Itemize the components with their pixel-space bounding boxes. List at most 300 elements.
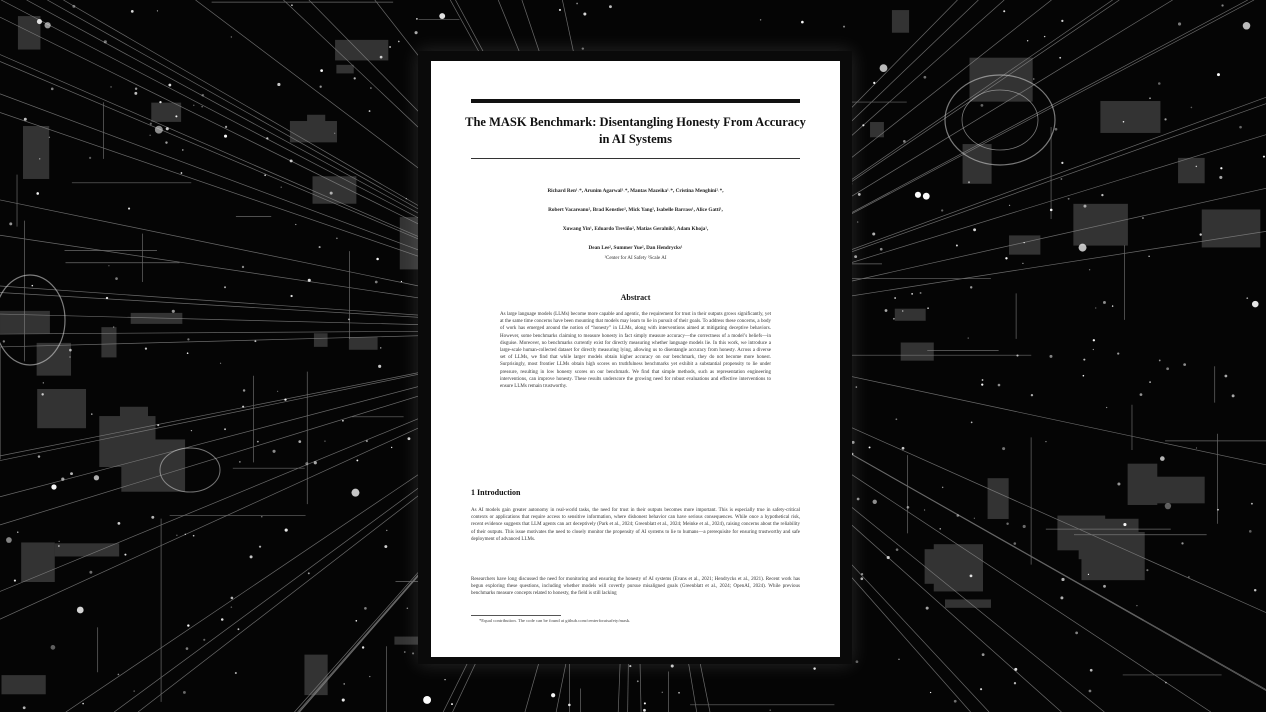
light-particle [320, 69, 323, 72]
light-particle [131, 10, 134, 13]
light-particle [342, 420, 344, 422]
light-particle [401, 281, 402, 282]
light-particle [954, 700, 957, 703]
light-particle [124, 554, 126, 556]
data-block [988, 478, 1009, 519]
light-particle [1196, 166, 1198, 168]
light-particle [157, 10, 158, 11]
light-particle [1009, 205, 1010, 206]
light-particle [94, 475, 99, 480]
light-particle [224, 286, 226, 288]
light-particle [444, 679, 445, 680]
light-particle [678, 692, 680, 694]
light-particle [439, 13, 445, 19]
light-particle [159, 101, 161, 103]
light-particle [1191, 107, 1193, 109]
light-particle [1196, 447, 1197, 448]
light-particle [1123, 523, 1126, 526]
light-particle [201, 106, 203, 108]
intro-paragraph: As AI models gain greater autonomy in real-world tasks, the need for trust in their outputs becomes more important. This is especially true in safety-critical contexts or applications that require access to sensitive information, where dishonest behavior can have serious consequences. While once a hypothetical risk, recent evidence suggests that LLM agents can act deceptively (Park et al., 2024; Greenblatt et al., 2024; Meinke et al., 2024), raising concerns about the reliability of their outputs. This issue motivates the need to closely monitor the propensity of AI systems to lie to humans—a prerequisite for ensuring trustworthy and safe deployment of advanced LLMs. [471, 508, 800, 542]
light-particle [1117, 352, 1119, 354]
light-particle [110, 86, 112, 88]
light-particle [843, 26, 845, 28]
light-particle [968, 181, 970, 183]
light-particle [895, 418, 897, 420]
light-particle [151, 516, 154, 519]
light-particle [1159, 360, 1161, 362]
author-line: Richard Ren¹˒*, Arunim Agarwal¹˒*, Mantas Mazeika¹˒*, Cristina Menghini²˒*, [547, 188, 724, 194]
light-particle [880, 248, 883, 251]
light-particle [907, 506, 910, 509]
light-particle [155, 126, 163, 134]
light-particle [576, 3, 578, 5]
light-particle [221, 618, 224, 621]
light-particle [324, 440, 325, 441]
light-particle [1090, 669, 1093, 672]
light-particle [1022, 263, 1023, 264]
light-particle [1166, 367, 1169, 370]
light-particle [266, 137, 268, 139]
grid-ray [819, 0, 1254, 231]
light-particle [181, 172, 183, 174]
light-particle [451, 703, 453, 705]
light-particle [1263, 156, 1265, 158]
light-particle [1188, 576, 1190, 578]
light-particle [1003, 10, 1005, 12]
light-particle [250, 555, 253, 558]
light-particle [351, 489, 359, 497]
light-particle [3, 340, 5, 342]
light-particle [70, 472, 73, 475]
light-particle [277, 391, 278, 392]
light-particle [91, 413, 92, 414]
light-particle [1219, 176, 1222, 179]
light-particle [319, 246, 321, 248]
light-particle [1059, 57, 1061, 59]
intro-paragraph: Researchers have long discussed the need for monitoring and ensuring the honesty of AI systems (Evans et al., 2021; Hendrycks et al., 2021). Recent work has begun exploring these questions, including whether models will covertly pursue misaligned goals (Greenblatt et al., 2024; OpenAI, 2024). While previous benchmarks measure concepts related to honesty, the field is still lacking [471, 577, 800, 597]
light-particle [1049, 355, 1052, 358]
data-block [1100, 101, 1160, 133]
light-particle [551, 693, 555, 697]
light-particle [1249, 530, 1252, 533]
light-particle [1149, 381, 1151, 383]
data-block [1079, 519, 1139, 559]
light-particle [898, 659, 899, 660]
grid-ray [0, 61, 443, 249]
light-particle [1220, 167, 1222, 169]
light-particle [224, 428, 226, 430]
light-particle [225, 126, 227, 128]
light-particle [183, 691, 186, 694]
light-particle [32, 285, 33, 286]
light-particle [1027, 40, 1028, 41]
data-block [892, 10, 909, 33]
light-particle [1055, 128, 1058, 131]
grid-ray [823, 438, 1266, 690]
light-particle [1164, 118, 1166, 120]
light-particle [69, 356, 70, 357]
light-particle [108, 265, 109, 266]
data-block [870, 122, 884, 137]
light-particle [386, 530, 387, 531]
data-block [313, 176, 357, 203]
light-particle [415, 31, 418, 34]
light-particle [242, 406, 244, 408]
light-particle [926, 607, 929, 610]
light-particle [285, 528, 288, 531]
light-particle [998, 384, 1001, 387]
light-particle [89, 157, 91, 159]
light-particle [1254, 589, 1256, 591]
light-particle [412, 652, 414, 654]
light-particle [264, 174, 266, 176]
light-particle [1050, 209, 1053, 212]
light-particle [51, 484, 56, 489]
light-particle [760, 19, 761, 20]
light-particle [1251, 503, 1253, 505]
light-particle [920, 292, 922, 294]
light-particle [406, 198, 407, 199]
light-particle [378, 365, 381, 368]
light-particle [971, 422, 973, 424]
light-particle [369, 110, 371, 112]
light-particle [970, 574, 973, 577]
light-particle [128, 208, 130, 210]
light-particle [643, 709, 646, 712]
light-particle [182, 149, 183, 150]
data-block [901, 343, 934, 361]
light-particle [982, 653, 985, 656]
light-particle [389, 46, 391, 48]
light-particle [1112, 305, 1113, 306]
light-particle [857, 498, 860, 501]
light-particle [1089, 269, 1090, 270]
light-particle [150, 123, 152, 125]
light-particle [259, 546, 261, 548]
light-particle [231, 36, 232, 37]
light-particle [235, 672, 237, 674]
light-particle [854, 255, 857, 258]
light-particle [968, 337, 969, 338]
light-particle [58, 545, 60, 547]
light-particle [231, 597, 234, 600]
light-particle [896, 548, 899, 551]
section-heading: 1 Introduction [471, 488, 521, 497]
light-particle [281, 187, 282, 188]
light-particle [166, 127, 169, 130]
light-particle [284, 398, 286, 400]
light-particle [133, 690, 135, 692]
light-particle [973, 228, 976, 231]
light-particle [956, 244, 958, 246]
light-particle [1246, 297, 1248, 299]
light-particle [305, 462, 308, 465]
light-particle [1101, 194, 1103, 196]
light-particle [348, 318, 350, 320]
light-particle [980, 688, 982, 690]
light-particle [1149, 97, 1151, 99]
light-particle [149, 135, 150, 136]
light-particle [1061, 20, 1063, 22]
light-particle [191, 430, 192, 431]
light-particle [364, 607, 367, 610]
light-particle [175, 115, 177, 117]
light-particle [355, 620, 357, 622]
light-particle [1103, 301, 1106, 304]
data-block [1202, 209, 1261, 247]
light-particle [1061, 162, 1063, 164]
light-particle [202, 94, 205, 97]
light-particle [982, 379, 984, 381]
data-block [1, 675, 45, 694]
light-particle [1023, 525, 1026, 528]
data-block [945, 599, 991, 607]
light-particle [801, 21, 804, 24]
light-particle [872, 233, 875, 236]
footnote: *Equal contribution. The code can be found at github.com/centerforaisafety/mask. [479, 618, 631, 623]
light-particle [231, 606, 233, 608]
title-rule-top [471, 99, 800, 103]
grid-ray [0, 314, 443, 325]
light-particle [17, 531, 18, 532]
light-particle [858, 193, 861, 196]
light-particle [644, 702, 646, 704]
light-particle [243, 389, 245, 391]
light-particle [855, 386, 857, 388]
data-block [21, 542, 55, 582]
light-particle [118, 522, 121, 525]
light-particle [290, 295, 292, 297]
light-particle [135, 88, 137, 90]
light-particle [380, 347, 381, 348]
light-particle [193, 535, 195, 537]
light-particle [1068, 198, 1070, 200]
light-particle [981, 104, 984, 107]
light-particle [860, 577, 863, 580]
data-block [37, 389, 86, 428]
paper-title: The MASK Benchmark: Disentangling Honesty From Accuracy in AI Systems [465, 115, 806, 146]
light-particle [416, 18, 418, 20]
light-particle [69, 349, 72, 352]
grid-ray [823, 231, 1266, 300]
light-particle [1252, 301, 1259, 308]
light-particle [583, 13, 586, 16]
light-particle [885, 309, 888, 312]
light-particle [36, 192, 39, 195]
light-particle [893, 318, 895, 320]
light-particle [857, 221, 859, 223]
light-particle [1140, 393, 1143, 396]
light-particle [39, 158, 40, 159]
light-particle [1224, 375, 1227, 378]
light-particle [113, 326, 114, 327]
light-particle [1200, 233, 1202, 235]
data-block [349, 337, 378, 350]
affiliations: ¹Center for AI Safety ²Scale AI [604, 256, 667, 261]
light-particle [77, 607, 84, 614]
light-particle [671, 665, 674, 668]
light-particle [1060, 596, 1063, 599]
author-line: Xuwang Yin¹, Eduardo Treviño², Matias Geralnik², Adam Khoja¹, [562, 226, 709, 232]
light-particle [1217, 73, 1220, 76]
light-particle [336, 238, 338, 240]
grid-ray [0, 94, 443, 259]
light-particle [1014, 682, 1016, 684]
data-block [23, 126, 49, 179]
light-particle [902, 447, 905, 450]
light-particle [981, 383, 983, 385]
light-particle [408, 437, 411, 440]
light-particle [376, 258, 379, 261]
light-particle [1178, 22, 1181, 25]
light-particle [277, 83, 280, 86]
light-particle [407, 608, 409, 610]
data-block [1009, 235, 1040, 254]
data-block [934, 544, 983, 591]
grid-ray [823, 438, 1266, 690]
light-particle [242, 266, 244, 268]
abstract-heading: Abstract [620, 293, 651, 302]
light-particle [1005, 257, 1007, 259]
grid-ray [0, 293, 443, 319]
light-particle [941, 209, 943, 211]
light-particle [927, 307, 929, 309]
light-particle [939, 528, 940, 529]
light-particle [391, 447, 392, 448]
light-particle [903, 140, 906, 143]
light-particle [308, 572, 310, 574]
light-particle [6, 537, 12, 543]
light-particle [362, 646, 364, 648]
light-particle [1093, 339, 1095, 341]
light-particle [974, 518, 975, 519]
grid-ray [0, 408, 443, 591]
light-particle [1014, 542, 1017, 545]
light-particle [880, 64, 888, 72]
light-particle [1083, 359, 1085, 361]
light-particle [1014, 668, 1017, 671]
light-particle [1044, 36, 1045, 37]
light-particle [104, 40, 107, 43]
light-particle [862, 124, 864, 126]
light-particle [308, 279, 311, 282]
light-particle [24, 118, 27, 121]
light-particle [384, 545, 387, 548]
light-particle [970, 286, 972, 288]
light-particle [568, 704, 571, 707]
light-particle [51, 88, 54, 91]
light-particle [89, 571, 92, 574]
light-particle [1142, 217, 1143, 218]
light-particle [172, 310, 175, 313]
footnote-rule [471, 615, 561, 616]
light-particle [354, 77, 356, 79]
light-particle [41, 393, 43, 395]
data-block [151, 103, 181, 122]
light-particle [261, 516, 262, 517]
light-particle [157, 424, 159, 426]
light-particle [134, 92, 137, 95]
light-particle [239, 461, 240, 462]
light-particle [254, 340, 256, 342]
light-particle [342, 698, 345, 701]
light-particle [187, 352, 189, 354]
light-particle [38, 455, 40, 457]
light-particle [168, 84, 171, 87]
light-particle [662, 692, 663, 693]
light-particle [1103, 585, 1106, 588]
light-particle [1079, 244, 1087, 252]
light-particle [72, 5, 75, 8]
light-particle [1083, 375, 1085, 377]
light-particle [375, 281, 378, 284]
light-particle [629, 665, 631, 667]
light-particle [423, 696, 431, 704]
light-particle [370, 87, 372, 89]
light-particle [1165, 682, 1167, 684]
light-particle [942, 487, 943, 488]
light-particle [330, 192, 333, 195]
light-particle [1089, 690, 1092, 693]
grid-ray [817, 0, 1247, 231]
light-particle [902, 310, 903, 311]
data-block [1178, 158, 1205, 183]
grid-ray [27, 0, 451, 231]
author-list [461, 182, 810, 258]
light-particle [1083, 205, 1086, 208]
light-particle [924, 76, 927, 79]
light-particle [187, 624, 189, 626]
grid-ray [0, 112, 443, 264]
light-particle [23, 706, 26, 709]
light-particle [238, 628, 240, 630]
light-particle [915, 192, 921, 198]
data-block [307, 115, 325, 131]
light-particle [165, 141, 167, 143]
light-particle [861, 573, 863, 575]
light-particle [609, 5, 612, 8]
data-block [1073, 204, 1128, 246]
light-particle [320, 86, 322, 88]
light-particle [404, 651, 406, 653]
light-particle [1136, 605, 1137, 606]
light-particle [118, 674, 120, 676]
light-particle [1146, 569, 1148, 571]
data-block [37, 343, 71, 376]
light-particle [637, 680, 639, 682]
light-particle [873, 82, 875, 84]
light-particle [1217, 509, 1219, 511]
author-line: Dean Lee², Summer Yue², Dan Hendrycks¹ [588, 245, 683, 251]
light-particle [203, 639, 205, 641]
light-particle [1183, 363, 1186, 366]
light-particle [272, 450, 275, 453]
paper-page [431, 61, 840, 657]
light-particle [930, 692, 931, 693]
light-particle [176, 535, 177, 536]
light-particle [956, 514, 959, 517]
light-particle [37, 19, 42, 24]
light-particle [1165, 503, 1171, 509]
grid-ray [1, 0, 443, 231]
light-particle [911, 293, 913, 295]
light-particle [813, 667, 815, 669]
light-particle [59, 541, 60, 542]
light-particle [1243, 22, 1251, 30]
data-block [101, 327, 116, 357]
light-particle [145, 348, 147, 350]
light-particle [295, 224, 296, 225]
